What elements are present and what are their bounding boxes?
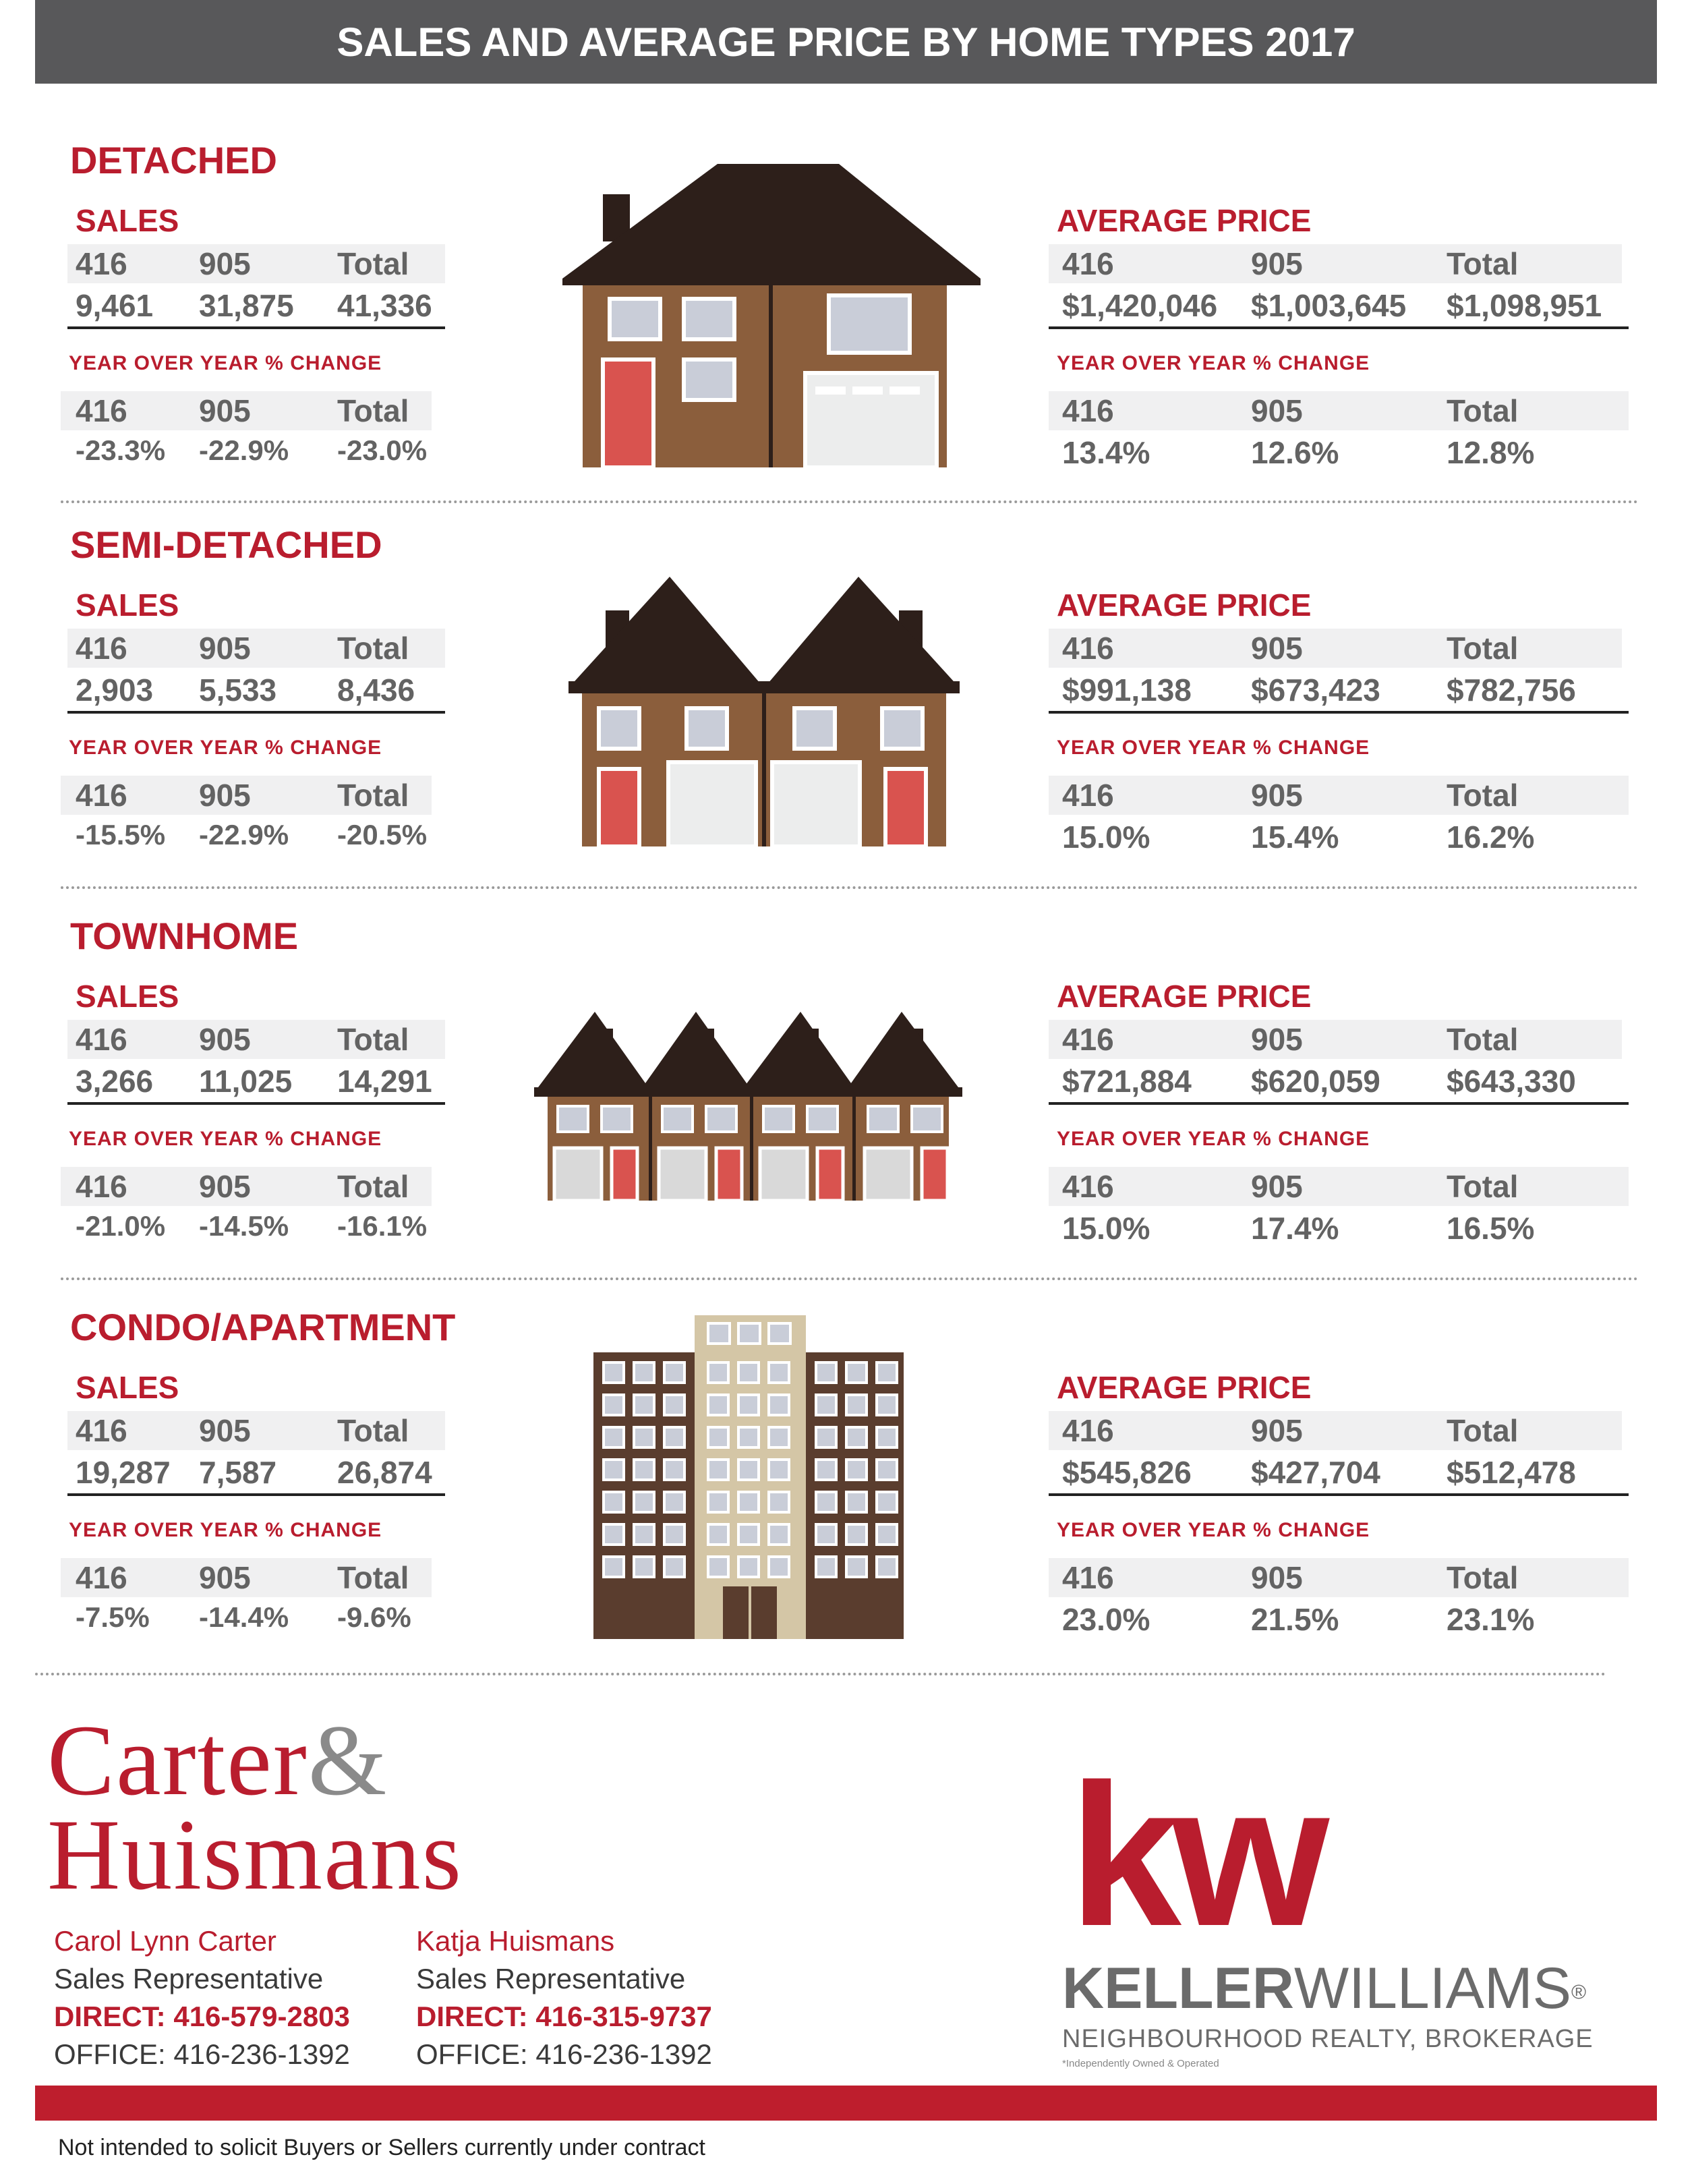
sales-value: 3,266 <box>76 1064 154 1099</box>
sales_yoy-col-header: Total <box>337 1560 409 1595</box>
sales-col-header: 905 <box>199 1022 251 1057</box>
price_yoy-col-header: Total <box>1447 393 1519 428</box>
price-value: $782,756 <box>1447 672 1576 708</box>
price_yoy-col-header: 905 <box>1251 1169 1303 1204</box>
price-header-row <box>1049 629 1622 668</box>
agent-office: OFFICE: 416-236-1392 <box>416 2038 712 2070</box>
price_yoy-value: 15.0% <box>1062 820 1150 855</box>
sales-rule <box>67 711 445 714</box>
price_yoy-col-header: 416 <box>1062 1169 1114 1204</box>
price_yoy-header-row <box>1049 1558 1629 1597</box>
sales-col-header: 416 <box>76 1413 127 1448</box>
sales-value: 19,287 <box>76 1455 171 1490</box>
sales-rule <box>67 326 445 329</box>
price_yoy-value: 16.2% <box>1447 820 1535 855</box>
sales_yoy-value: -22.9% <box>199 434 289 466</box>
price_yoy-col-header: 416 <box>1062 778 1114 813</box>
price_yoy-label: YEAR OVER YEAR % CHANGE <box>1057 352 1370 374</box>
sales-value: 5,533 <box>199 672 277 708</box>
divider <box>61 886 1639 889</box>
sales-col-header: 416 <box>76 246 127 281</box>
sales-rule <box>67 1493 445 1496</box>
price-value: $1,098,951 <box>1447 288 1602 323</box>
agent-role: Sales Representative <box>416 1963 686 1994</box>
kw-name-light: WILLIAMS <box>1294 1956 1571 2021</box>
price_yoy-label: YEAR OVER YEAR % CHANGE <box>1057 737 1370 759</box>
section-title: DETACHED <box>70 139 277 181</box>
price-col-header: 416 <box>1062 1022 1114 1057</box>
agent-direct: DIRECT: 416-315-9737 <box>416 2001 712 2032</box>
sales_yoy-col-header: 905 <box>199 1169 251 1204</box>
sales-col-header: Total <box>337 631 409 666</box>
agent-direct: DIRECT: 416-579-2803 <box>54 2001 350 2032</box>
sales_yoy-value: -9.6% <box>337 1601 411 1633</box>
condo-building-icon <box>593 1315 904 1639</box>
price_yoy-label: YEAR OVER YEAR % CHANGE <box>1057 1128 1370 1150</box>
sales-col-header: Total <box>337 246 409 281</box>
agent-card-carter <box>54 1922 350 2073</box>
price_yoy-value: 16.5% <box>1447 1211 1535 1246</box>
agent-card-huismans <box>416 1922 712 2073</box>
logo-line2: Huismans <box>47 1799 463 1911</box>
price_yoy-value: 13.4% <box>1062 435 1150 470</box>
price-value: $1,420,046 <box>1062 288 1218 323</box>
price-col-header: 416 <box>1062 246 1114 281</box>
price-rule <box>1049 1493 1629 1496</box>
sales-value: 9,461 <box>76 288 154 323</box>
sales-value: 8,436 <box>337 672 415 708</box>
price-value: $512,478 <box>1447 1455 1576 1490</box>
sales_yoy-value: -23.3% <box>76 434 166 466</box>
sales_yoy-col-header: Total <box>337 778 409 813</box>
price-col-header: 905 <box>1251 246 1303 281</box>
price-col-header: 416 <box>1062 631 1114 666</box>
divider <box>35 1673 1606 1675</box>
sales-value: 41,336 <box>337 288 432 323</box>
price-header-row <box>1049 1020 1622 1059</box>
price-header-row <box>1049 244 1622 283</box>
price-col-header: Total <box>1447 1413 1519 1448</box>
divider <box>61 1277 1639 1280</box>
price_yoy-value: 12.6% <box>1251 435 1339 470</box>
carter-huismans-logo <box>47 1704 463 1911</box>
price-header-row <box>1049 1411 1622 1450</box>
detached-house-icon <box>562 161 994 467</box>
sales_yoy-value: -22.9% <box>199 819 289 851</box>
price-col-header: 905 <box>1251 1022 1303 1057</box>
logo-ampersand: & <box>308 1704 388 1816</box>
price-col-header: 905 <box>1251 1413 1303 1448</box>
price-value: $721,884 <box>1062 1064 1192 1099</box>
price_yoy-label: YEAR OVER YEAR % CHANGE <box>1057 1519 1370 1541</box>
sales_yoy-col-header: 416 <box>76 1169 127 1204</box>
sales-value: 26,874 <box>337 1455 432 1490</box>
sales_yoy-col-header: Total <box>337 393 409 428</box>
townhome-icon <box>534 1005 966 1201</box>
price_yoy-value: 12.8% <box>1447 435 1535 470</box>
price-value: $991,138 <box>1062 672 1192 708</box>
price-rule <box>1049 326 1629 329</box>
divider <box>61 500 1639 503</box>
sales_yoy-label: YEAR OVER YEAR % CHANGE <box>69 1519 382 1541</box>
sales-col-header: Total <box>337 1022 409 1057</box>
sales-col-header: 905 <box>199 631 251 666</box>
sales_yoy-label: YEAR OVER YEAR % CHANGE <box>69 1128 382 1150</box>
price_yoy-header-row <box>1049 1167 1629 1206</box>
price_yoy-header-row <box>1049 391 1629 430</box>
agent-role: Sales Representative <box>54 1963 324 1994</box>
sales_yoy-label: YEAR OVER YEAR % CHANGE <box>69 352 382 374</box>
price_yoy-value: 15.0% <box>1062 1211 1150 1246</box>
sales-value: 11,025 <box>199 1064 293 1099</box>
price_yoy-value: 23.1% <box>1447 1602 1535 1637</box>
agent-name: Katja Huismans <box>416 1925 615 1957</box>
sales-col-header: 416 <box>76 1022 127 1057</box>
sales_yoy-col-header: 905 <box>199 778 251 813</box>
sales-value: 7,587 <box>199 1455 277 1490</box>
price-value: $1,003,645 <box>1251 288 1407 323</box>
price_yoy-col-header: 905 <box>1251 778 1303 813</box>
price_yoy-col-header: 905 <box>1251 1560 1303 1595</box>
kw-note: *Independently Owned & Operated <box>1062 2058 1219 2070</box>
sales_yoy-col-header: Total <box>337 1169 409 1204</box>
price-rule <box>1049 711 1629 714</box>
sales-label: SALES <box>76 587 179 623</box>
sales-col-header: 905 <box>199 246 251 281</box>
price_yoy-value: 15.4% <box>1251 820 1339 855</box>
price-value: $620,059 <box>1251 1064 1380 1099</box>
sales_yoy-value: -20.5% <box>337 819 428 851</box>
price-col-header: 905 <box>1251 631 1303 666</box>
price_yoy-value: 23.0% <box>1062 1602 1150 1637</box>
price-label: AVERAGE PRICE <box>1057 979 1312 1014</box>
page-title: SALES AND AVERAGE PRICE BY HOME TYPES 2017 <box>35 0 1657 84</box>
price_yoy-header-row <box>1049 776 1629 815</box>
section-title: SEMI-DETACHED <box>70 523 382 566</box>
footer-bar <box>35 2086 1657 2121</box>
price-rule <box>1049 1102 1629 1105</box>
sales-label: SALES <box>76 203 179 238</box>
sales_yoy-value: -23.0% <box>337 434 428 466</box>
price-value: $545,826 <box>1062 1455 1192 1490</box>
price_yoy-col-header: Total <box>1447 1169 1519 1204</box>
sales_yoy-value: -21.0% <box>76 1210 166 1242</box>
sales-label: SALES <box>76 979 179 1014</box>
sales_yoy-value: -16.1% <box>337 1210 428 1242</box>
price-col-header: Total <box>1447 631 1519 666</box>
sales_yoy-col-header: 905 <box>199 1560 251 1595</box>
section-title: CONDO/APARTMENT <box>70 1306 456 1348</box>
sales-value: 2,903 <box>76 672 154 708</box>
sales_yoy-col-header: 416 <box>76 1560 127 1595</box>
sales-col-header: Total <box>337 1413 409 1448</box>
price-label: AVERAGE PRICE <box>1057 1370 1312 1405</box>
price_yoy-col-header: Total <box>1447 1560 1519 1595</box>
price-value: $643,330 <box>1447 1064 1576 1099</box>
kw-subtitle: NEIGHBOURHOOD REALTY, BROKERAGE <box>1062 2025 1594 2054</box>
price-value: $427,704 <box>1251 1455 1380 1490</box>
sales-value: 31,875 <box>199 288 294 323</box>
sales_yoy-col-header: 416 <box>76 393 127 428</box>
sales-value: 14,291 <box>337 1064 432 1099</box>
sales-col-header: 905 <box>199 1413 251 1448</box>
kw-mark: kw <box>1069 1742 1320 1968</box>
semi-detached-house-icon <box>568 570 960 846</box>
disclaimer: Not intended to solicit Buyers or Sellers currently under contract <box>58 2135 706 2160</box>
price_yoy-value: 21.5% <box>1251 1602 1339 1637</box>
section-title: TOWNHOME <box>70 915 299 957</box>
sales_yoy-col-header: 416 <box>76 778 127 813</box>
sales_yoy-value: -14.5% <box>199 1210 289 1242</box>
sales_yoy-col-header: 905 <box>199 393 251 428</box>
agent-name: Carol Lynn Carter <box>54 1925 276 1957</box>
keller-williams-logo <box>1062 1742 1594 2070</box>
price_yoy-col-header: 416 <box>1062 1560 1114 1595</box>
sales-rule <box>67 1102 445 1105</box>
price_yoy-value: 17.4% <box>1251 1211 1339 1246</box>
sales_yoy-value: -7.5% <box>76 1601 150 1633</box>
price-label: AVERAGE PRICE <box>1057 203 1312 238</box>
kw-name-bold: KELLER <box>1062 1956 1294 2021</box>
price_yoy-col-header: 416 <box>1062 393 1114 428</box>
agent-office: OFFICE: 416-236-1392 <box>54 2038 350 2070</box>
sales_yoy-value: -14.4% <box>199 1601 289 1633</box>
logo-line1: Carter <box>47 1704 308 1816</box>
price_yoy-col-header: Total <box>1447 778 1519 813</box>
price-col-header: 416 <box>1062 1413 1114 1448</box>
sales_yoy-label: YEAR OVER YEAR % CHANGE <box>69 737 382 759</box>
price-label: AVERAGE PRICE <box>1057 587 1312 623</box>
price-col-header: Total <box>1447 246 1519 281</box>
kw-reg: ® <box>1571 1981 1587 2004</box>
sales-col-header: 416 <box>76 631 127 666</box>
price-value: $673,423 <box>1251 672 1380 708</box>
sales_yoy-value: -15.5% <box>76 819 166 851</box>
sales-label: SALES <box>76 1370 179 1405</box>
price-col-header: Total <box>1447 1022 1519 1057</box>
price_yoy-col-header: 905 <box>1251 393 1303 428</box>
